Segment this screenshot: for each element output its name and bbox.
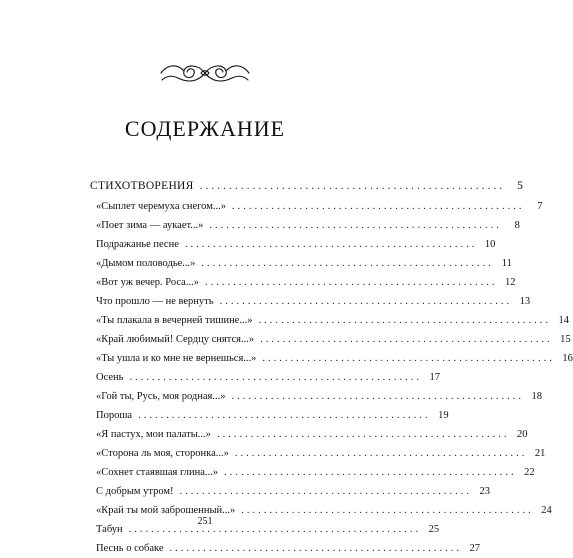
leader-dots: .................................................... (241, 505, 534, 516)
leader-dots: .................................................... (184, 239, 478, 250)
leader-dots: .................................................... (232, 201, 525, 212)
leader-dots: .................................................... (231, 391, 524, 402)
toc-entry-title: Осень (96, 372, 124, 383)
toc-entry-page: 27 (469, 543, 480, 554)
toc-entry-page: 25 (428, 524, 440, 535)
toc-entry-page: 15 (560, 334, 571, 345)
leader-dots: .................................................... (204, 277, 498, 288)
toc-entry-title: «Вот уж вечер. Роса...» (96, 277, 199, 288)
toc-entry[interactable] (90, 273, 516, 292)
leader-dots: .................................................... (209, 220, 502, 231)
toc-section-title: СТИХОТВОРЕНИЯ (90, 180, 194, 192)
toc-entry-page: 16 (562, 353, 573, 364)
toc-entry-title: «Край ты мой заброшенный...» (96, 505, 236, 516)
toc-entry[interactable] (90, 406, 449, 425)
toc-entry-title: «Ты плакала в вечерней тишине...» (96, 315, 253, 326)
toc-entry[interactable] (90, 216, 520, 235)
toc-entry[interactable] (90, 292, 531, 311)
toc-entry-title: «Гой ты, Русь, моя родная...» (96, 391, 226, 402)
page-number: 251 (197, 516, 213, 527)
toc-entries (90, 197, 573, 558)
toc-entry-page: 8 (514, 220, 520, 231)
toc-entry-title: «Дымом половодье...» (96, 258, 196, 269)
toc-entry-page: 23 (479, 486, 491, 497)
toc-entry-title: Песнь о собаке (96, 543, 164, 554)
toc-entry-page: 22 (524, 467, 535, 478)
toc-entry-page: 18 (531, 391, 542, 402)
toc-section-page: 5 (517, 180, 524, 192)
toc-entry-page: 20 (516, 429, 528, 440)
toc-entry[interactable] (90, 482, 491, 501)
toc-entry-page: 21 (534, 448, 546, 459)
toc-entry-title: С добрым утром! (96, 486, 174, 497)
leader-dots: .................................................... (129, 372, 422, 383)
toc-entry[interactable] (90, 463, 535, 482)
toc-entry-page: 7 (537, 201, 543, 212)
leader-dots: .................................................... (138, 410, 431, 421)
toc-entry-page: 12 (504, 277, 516, 288)
page-title: СОДЕРЖАНИЕ (124, 116, 286, 141)
leader-dots: .................................................... (234, 448, 528, 459)
toc-entry-page: 24 (541, 505, 552, 516)
leader-dots: .................................................... (128, 524, 422, 535)
toc-entry[interactable] (90, 311, 569, 330)
toc-entry-title: «Сохнет стаявшая глина...» (96, 467, 219, 478)
leader-dots: .................................................... (224, 467, 517, 478)
leader-dots: .................................................... (199, 180, 506, 192)
toc-entry-title: «Поет зима — аукает...» (96, 220, 204, 231)
toc-entry[interactable] (90, 368, 440, 387)
toc-entry[interactable] (90, 235, 496, 254)
leader-dots: .................................................... (216, 429, 510, 440)
toc-entry-title: Что прошло — не вернуть (96, 296, 214, 307)
toc-entry[interactable] (90, 539, 480, 558)
leader-dots: .................................................... (169, 543, 462, 554)
toc-entry-title: «Сыплет черемуха снегом...» (96, 201, 226, 212)
leader-dots: .................................................... (201, 258, 494, 269)
toc-entry[interactable] (90, 425, 528, 444)
toc-entry[interactable] (90, 197, 543, 216)
toc-entry-page: 14 (558, 315, 569, 326)
flourish-ornament-icon (158, 58, 252, 88)
toc-entry[interactable] (90, 444, 546, 463)
toc-entry-page: 19 (438, 410, 449, 421)
toc-entry-title: Пороша (96, 410, 133, 421)
leader-dots: .................................................... (179, 486, 473, 497)
toc-section-row[interactable] (90, 176, 524, 197)
toc-entry-page: 10 (484, 239, 496, 250)
leader-dots: .................................................... (258, 315, 551, 326)
toc-entry[interactable] (90, 254, 512, 273)
table-of-contents (90, 176, 573, 558)
toc-entry-title: Подражанье песне (96, 239, 179, 250)
toc-entry-title: «Край любимый! Сердцу снятся...» (96, 334, 255, 345)
toc-entry-title: Табун (96, 524, 123, 535)
leader-dots: .................................................... (260, 334, 553, 345)
toc-entry-title: «Я пастух, мои палаты...» (96, 429, 211, 440)
toc-entry-title: «Ты ушла и ко мне не вернешься...» (96, 353, 257, 364)
toc-entry[interactable] (90, 387, 542, 406)
toc-entry[interactable] (90, 349, 573, 368)
leader-dots: .................................................... (219, 296, 513, 307)
toc-entry-page: 11 (501, 258, 512, 269)
toc-entry-page: 13 (519, 296, 531, 307)
toc-entry[interactable] (90, 330, 571, 349)
toc-entry-page: 17 (429, 372, 440, 383)
toc-entry-title: «Сторона ль моя, сторонка...» (96, 448, 229, 459)
leader-dots: .................................................... (262, 353, 555, 364)
